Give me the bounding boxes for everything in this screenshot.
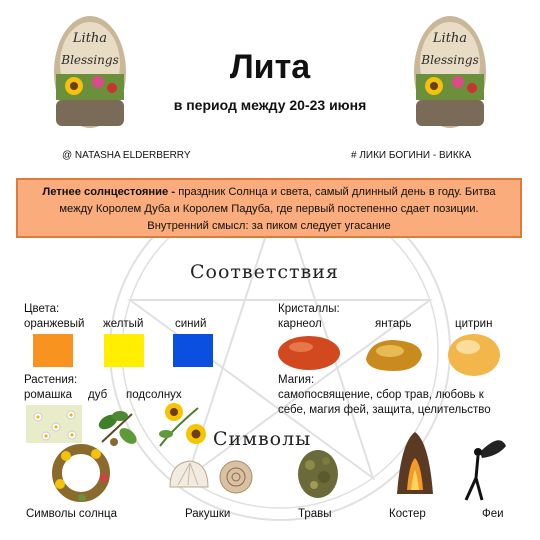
author-credit: @ NATASHA ELDERBERRY <box>62 150 191 161</box>
color-name-yellow: желтый <box>103 318 144 330</box>
symbol-label-shells: Ракушки <box>185 508 231 520</box>
herbs-icon <box>296 447 340 501</box>
sunflower-icon <box>152 400 212 450</box>
banner-line-2: между Королем Дуба и Королем Падуба, где первый постепенно сдает позиции. <box>59 203 479 215</box>
badge-text-2: Blessings <box>421 53 479 67</box>
colors-label: Цвета: <box>24 303 60 315</box>
blue-swatch <box>173 334 213 367</box>
color-name-blue: синий <box>175 318 207 330</box>
color-name-orange: оранжевый <box>24 318 85 330</box>
page-subtitle: в период между 20-23 июня <box>173 97 367 113</box>
symbols-heading: Символы <box>213 428 312 450</box>
symbol-label-fairies: Феи <box>482 508 504 520</box>
plant-name-chamomile: ромашка <box>24 389 72 401</box>
crystal-name-carnelian: карнеол <box>278 318 322 330</box>
citrine-stone-icon <box>444 331 504 379</box>
plants-label: Растения: <box>24 374 78 386</box>
plant-name-oak: дуб <box>88 389 108 401</box>
badge-text-2: Blessings <box>61 53 119 67</box>
banner-bold: Летнее солнцестояние - <box>42 186 176 198</box>
badge-text-1: Litha <box>432 31 468 46</box>
magic-line-2: себе, магия фей, защита, целительство <box>278 404 491 416</box>
crystals-label: Кристаллы: <box>278 303 340 315</box>
symbol-label-herbs: Травы <box>298 508 332 520</box>
crystal-name-citrine: цитрин <box>455 318 493 330</box>
crystal-name-amber: янтарь <box>375 318 412 330</box>
magic-label: Магия: <box>278 374 315 386</box>
page-title: Лита <box>229 48 311 86</box>
description-banner <box>16 178 522 238</box>
correspondences-heading: Соответствия <box>190 261 339 283</box>
sun-wreath-icon <box>46 440 116 506</box>
hashtag: # ЛИКИ БОГИНИ - ВИККА <box>351 150 472 161</box>
banner-line-3: Внутренний смысл: за пиком следует угасание <box>147 220 391 232</box>
symbol-label-bonfire: Костер <box>389 508 426 520</box>
banner-line-1: праздник Солнца и света, самый длинный день в году. Битва <box>175 186 496 198</box>
symbol-label-sun: Символы солнца <box>26 508 117 520</box>
yellow-swatch <box>104 334 144 367</box>
carnelian-stone-icon <box>275 333 343 373</box>
badge-text-1: Litha <box>72 31 108 46</box>
plant-name-sunflower: подсолнух <box>126 389 182 401</box>
chamomile-icon <box>26 405 82 443</box>
fairy-icon <box>452 428 508 504</box>
bonfire-icon <box>393 430 437 496</box>
magic-line-1: самопосвящение, сбор трав, любовь к <box>278 389 484 401</box>
seashells-icon <box>166 455 260 495</box>
amber-stone-icon <box>360 335 428 375</box>
orange-swatch <box>33 334 73 367</box>
